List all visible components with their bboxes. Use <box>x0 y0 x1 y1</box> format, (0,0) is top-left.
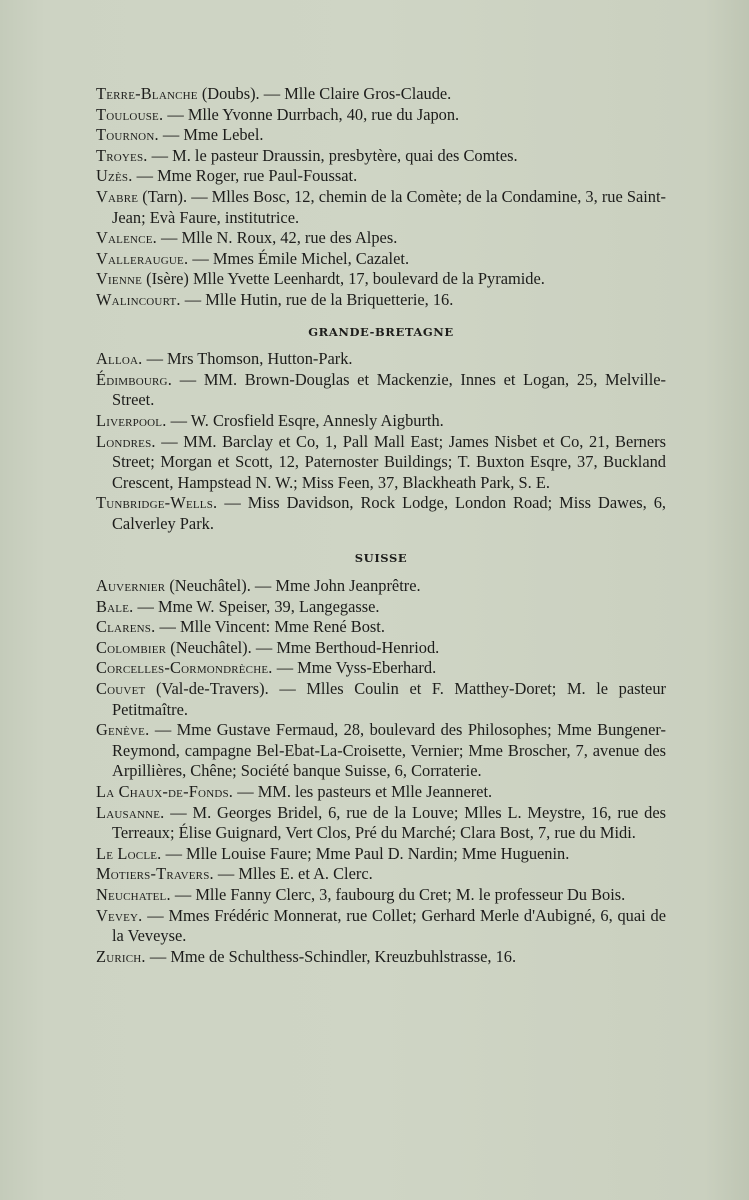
section-heading: SUISSE <box>354 551 408 566</box>
entry-tournon <box>96 125 666 146</box>
entry-geneve <box>96 720 666 782</box>
entry-place: Valence. <box>96 228 157 248</box>
entry-place: Liverpool. <box>96 410 167 430</box>
entry-text: — Mlle Fanny Clerc, 3, faubourg du Cret; M. le professeur Du Bois. <box>170 884 626 904</box>
entry-text: — Mlle Vincent: Mme René Bost. <box>155 617 385 637</box>
entry-londres <box>96 432 666 494</box>
entry-text: (Neuchâtel). — Mme John Jeanprêtre. <box>165 576 421 596</box>
entry-place: Vevey. <box>96 905 143 925</box>
entry-edimbourg <box>96 370 666 411</box>
section-france <box>96 84 666 311</box>
entry-text: — Mme Gustave Fermaud, 28, boulevard des Philosophes; Mme Bungener-Reymond, campagne Bel-Ebat-La-Croisette, Vernier; Mme Broscher, 7, avenue des Arpillières, Chêne; Société banque Suisse, 6, Corraterie. <box>112 720 666 781</box>
entry-text: — M. le pasteur Draussin, presbytère, quai des Comtes. <box>147 145 518 165</box>
entry-liverpool <box>96 411 666 432</box>
entry-text: — Mme de Schulthess-Schindler, Kreuzbuhlstrasse, 16. <box>145 946 517 966</box>
entry-colombier <box>96 638 666 659</box>
section-suisse <box>96 548 666 967</box>
entry-uzes <box>96 166 666 187</box>
entry-place: Walincourt. <box>96 289 181 309</box>
entry-text: — Mlles E. et A. Clerc. <box>213 864 373 884</box>
entry-clarens <box>96 617 666 638</box>
entry-text: — Mme Vyss-Eberhard. <box>272 658 437 678</box>
entry-place: Le Locle. <box>96 843 162 863</box>
entry-text: — Mmes Émile Michel, Cazalet. <box>188 248 410 268</box>
entry-place: Toulouse. <box>96 104 164 124</box>
entry-place: Alloa. <box>96 349 143 369</box>
entry-place: Tournon. <box>96 125 159 145</box>
entry-la-chaux-de-fonds <box>96 782 666 803</box>
entry-text: — Mrs Thomson, Hutton-Park. <box>142 349 353 369</box>
entry-place: Terre-Blanche <box>96 84 198 103</box>
entry-place: Genève. <box>96 720 150 740</box>
entry-place: Londres. <box>96 431 156 451</box>
entry-text: (Isère) Mlle Yvette Leenhardt, 17, boulevard de la Pyramide. <box>142 269 545 289</box>
entry-text: — M. Georges Bridel, 6, rue de la Louve; Mlles L. Meystre, 16, rue des Terreaux; Élise Guignard, Vert Clos, Pré du Marché; Clara Bost, 7, rue du Midi. <box>112 802 666 843</box>
entry-text: — W. Crosfield Esqre, Annesly Aigburth. <box>166 410 444 430</box>
entry-le-locle <box>96 844 666 865</box>
entry-alloa <box>96 349 666 370</box>
entry-walincourt <box>96 290 666 311</box>
section-heading: GRANDE-BRETAGNE <box>308 324 454 339</box>
entry-corcelles-cormondreche <box>96 658 666 679</box>
entry-toulouse <box>96 105 666 126</box>
entry-text: (Neuchâtel). — Mme Berthoud-Henriod. <box>166 637 440 657</box>
address-list <box>96 84 666 967</box>
entry-place: La Chaux-de-Fonds. <box>96 782 234 801</box>
entry-place: Bale. <box>96 596 134 616</box>
entry-text: — Mlle Louise Faure; Mme Paul D. Nardin; Mme Huguenin. <box>161 843 570 863</box>
entry-bale <box>96 597 666 618</box>
entry-valence <box>96 228 666 249</box>
entry-valleraugue <box>96 249 666 270</box>
entry-place: Auvernier <box>96 576 166 596</box>
entry-auvernier <box>96 576 666 597</box>
entry-vabre <box>96 187 666 228</box>
entry-text: — Mme W. Speiser, 39, Langegasse. <box>133 596 380 616</box>
entry-tunbridge-wells <box>96 493 666 534</box>
entry-terre-blanche <box>96 84 666 105</box>
entry-lausanne <box>96 803 666 844</box>
entry-vienne <box>96 269 666 290</box>
entry-vevey <box>96 906 666 947</box>
entry-place: Troyes. <box>96 145 148 165</box>
entry-place: Zurich. <box>96 946 146 966</box>
entry-text: (Doubs). — Mlle Claire Gros-Claude. <box>197 84 452 103</box>
entry-text: — Mlle N. Roux, 42, rue des Alpes. <box>156 228 398 248</box>
entry-text: — MM. Barclay et Co, 1, Pall Mall East; James Nisbet et Co, 21, Berners Street; Morgan et Scott, 12, Paternoster Buildings; T. Buxton Esqre, 37, Buckland Crescent, Hampstead N. W.; Miss Feen, 37, Blackheath Park, S. E. <box>112 431 666 492</box>
entry-text: (Tarn). — Mlles Bosc, 12, chemin de la Comète; de la Condamine, 3, rue Saint-Jean; Evà Faure, institutrice. <box>112 186 666 227</box>
entry-troyes <box>96 146 666 167</box>
entry-place: Édimbourg. <box>96 369 173 389</box>
entry-text: — MM. les pasteurs et Mlle Jeanneret. <box>233 782 493 801</box>
entry-text: (Val-de-Travers). — Mlles Coulin et F. Matthey-Doret; M. le pasteur Petitmaître. <box>112 679 666 719</box>
entry-couvet <box>96 679 666 720</box>
entry-text: — MM. Brown-Douglas et Mackenzie, Innes et Logan, 25, Melville-Street. <box>112 369 666 410</box>
entry-text: — Mme Lebel. <box>158 125 264 145</box>
entry-place: Motiers-Travers. <box>96 864 214 884</box>
entry-text: — Mmes Frédéric Monnerat, rue Collet; Gerhard Merle d'Aubigné, 6, quai de la Veveyse. <box>112 905 666 946</box>
entry-place: Vienne <box>96 269 143 289</box>
entry-place: Corcelles-Cormondrèche. <box>96 658 273 678</box>
entry-place: Neuchatel. <box>96 884 171 904</box>
entry-place: Valleraugue. <box>96 248 189 268</box>
entry-text: — Mlle Hutin, rue de la Briquetterie, 16. <box>180 289 454 309</box>
entry-zurich <box>96 947 666 968</box>
entry-text: — Miss Davidson, Rock Lodge, London Road; Miss Dawes, 6, Calverley Park. <box>112 493 666 533</box>
entry-place: Colombier <box>96 637 167 657</box>
entry-place: Lausanne. <box>96 802 165 822</box>
entry-neuchatel <box>96 885 666 906</box>
entry-text: — Mlle Yvonne Durrbach, 40, rue du Japon. <box>163 104 460 124</box>
entry-place: Uzès. <box>96 166 133 186</box>
entry-text: — Mme Roger, rue Paul-Foussat. <box>132 166 358 186</box>
entry-motiers-travers <box>96 864 666 885</box>
entry-place: Tunbridge-Wells. <box>96 493 218 513</box>
entry-place: Clarens. <box>96 617 156 637</box>
entry-place: Couvet <box>96 679 146 699</box>
section-grande-bretagne <box>96 322 666 535</box>
entry-place: Vabre <box>96 186 139 206</box>
